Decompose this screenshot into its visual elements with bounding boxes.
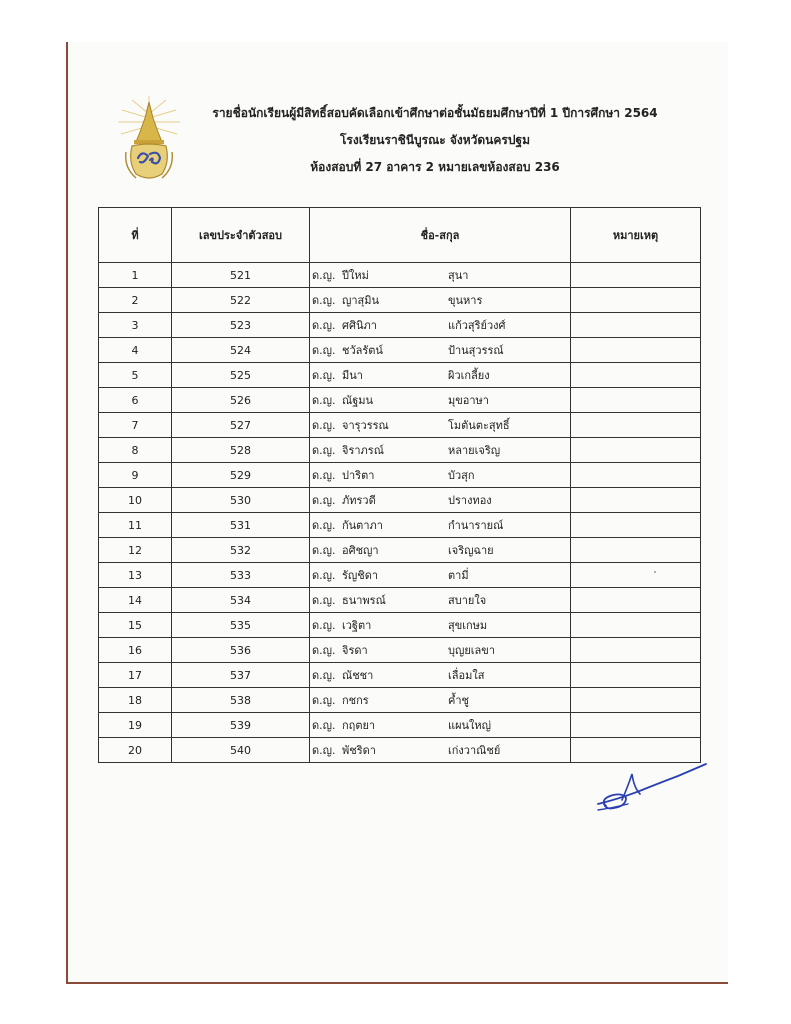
first-name: เวฐิตา <box>342 619 372 632</box>
exam-id-cell: 540 <box>172 738 310 763</box>
remark-cell <box>571 363 701 388</box>
exam-id-cell: 536 <box>172 638 310 663</box>
column-header-remark: หมายเหตุ <box>571 208 701 263</box>
school-emblem-icon <box>118 96 180 186</box>
first-name: ชวัลรัตน์ <box>342 344 383 357</box>
name-prefix: ด.ญ. <box>312 669 336 682</box>
student-name-cell <box>310 563 571 588</box>
remark-cell <box>571 388 701 413</box>
table-row <box>99 288 701 313</box>
row-number-cell: 13 <box>99 563 172 588</box>
row-number-cell: 8 <box>99 438 172 463</box>
name-prefix: ด.ญ. <box>312 594 336 607</box>
remark-cell <box>571 688 701 713</box>
first-name: จารุวรรณ <box>342 419 389 432</box>
name-prefix: ด.ญ. <box>312 694 336 707</box>
student-name-cell <box>310 638 571 663</box>
remark-cell <box>571 488 701 513</box>
row-number-cell: 17 <box>99 663 172 688</box>
table-row <box>99 363 701 388</box>
table-row <box>99 438 701 463</box>
exam-id-cell: 535 <box>172 613 310 638</box>
table-row <box>99 588 701 613</box>
table-row <box>99 413 701 438</box>
name-prefix: ด.ญ. <box>312 294 336 307</box>
row-number-cell: 10 <box>99 488 172 513</box>
table-row <box>99 638 701 663</box>
student-name-cell <box>310 738 571 763</box>
name-prefix: ด.ญ. <box>312 319 336 332</box>
last-name: ปรางทอง <box>448 494 492 507</box>
remark-cell <box>571 638 701 663</box>
name-prefix: ด.ญ. <box>312 494 336 507</box>
remark-cell <box>571 738 701 763</box>
row-number-cell: 15 <box>99 613 172 638</box>
exam-id-cell: 525 <box>172 363 310 388</box>
remark-cell <box>571 563 701 588</box>
remark-cell <box>571 513 701 538</box>
remark-cell <box>571 463 701 488</box>
student-name-cell <box>310 363 571 388</box>
first-name: ปีใหม่ <box>342 269 369 282</box>
row-number-cell: 11 <box>99 513 172 538</box>
name-prefix: ด.ญ. <box>312 269 336 282</box>
row-number-cell: 20 <box>99 738 172 763</box>
exam-room-info: ห้องสอบที่ 27 อาคาร 2 หมายเลขห้องสอบ 236 <box>310 160 560 174</box>
first-name: ภัทรวดี <box>342 494 376 507</box>
row-number-cell: 14 <box>99 588 172 613</box>
first-name: ณัฐมน <box>342 394 374 407</box>
last-name: สุนา <box>448 269 469 282</box>
name-prefix: ด.ญ. <box>312 569 336 582</box>
exam-id-cell: 526 <box>172 388 310 413</box>
table-row <box>99 713 701 738</box>
exam-id-cell: 532 <box>172 538 310 563</box>
student-name-cell <box>310 263 571 288</box>
first-name: ธนาพรณ์ <box>342 594 386 607</box>
last-name: แก้วสุริย์วงศ์ <box>448 319 506 332</box>
row-number-cell: 7 <box>99 413 172 438</box>
exam-id-cell: 531 <box>172 513 310 538</box>
exam-id-cell: 537 <box>172 663 310 688</box>
student-name-cell <box>310 413 571 438</box>
exam-id-cell: 528 <box>172 438 310 463</box>
name-prefix: ด.ญ. <box>312 544 336 557</box>
table-row <box>99 313 701 338</box>
remark-cell <box>571 313 701 338</box>
row-number-cell: 19 <box>99 713 172 738</box>
table-header-row <box>99 208 701 263</box>
first-name: ณัชชา <box>342 669 374 682</box>
exam-id-cell: 524 <box>172 338 310 363</box>
name-prefix: ด.ญ. <box>312 369 336 382</box>
student-name-cell <box>310 713 571 738</box>
last-name: เก่งวาณิชย์ <box>448 744 501 757</box>
last-name: แผนใหญ่ <box>448 719 492 732</box>
remark-cell <box>571 338 701 363</box>
remark-cell <box>571 263 701 288</box>
row-number-cell: 12 <box>99 538 172 563</box>
table-row <box>99 338 701 363</box>
first-name: จิราภรณ์ <box>342 444 384 457</box>
remark-cell <box>571 663 701 688</box>
row-number-cell: 3 <box>99 313 172 338</box>
student-roster-table <box>98 207 701 763</box>
last-name: ค้ำชู <box>448 694 470 707</box>
student-name-cell <box>310 588 571 613</box>
remark-cell <box>571 413 701 438</box>
name-prefix: ด.ญ. <box>312 619 336 632</box>
column-header-exam-id: เลขประจำตัวสอบ <box>172 208 310 263</box>
exam-id-cell: 529 <box>172 463 310 488</box>
first-name: ญาสุมิน <box>342 294 380 307</box>
first-name: จิรดา <box>342 644 368 657</box>
paper-speck <box>654 571 656 573</box>
student-name-cell <box>310 288 571 313</box>
remark-cell <box>571 438 701 463</box>
row-number-cell: 1 <box>99 263 172 288</box>
first-name: กชกร <box>342 694 369 707</box>
last-name: หลายเจริญ <box>448 444 501 457</box>
last-name: ผิวเกลี้ยง <box>448 369 490 382</box>
name-prefix: ด.ญ. <box>312 519 336 532</box>
document-title: รายชื่อนักเรียนผู้มีสิทธิ์สอบคัดเลือกเข้าศึกษาต่อชั้นมัธยมศึกษาปีที่ 1 ปีการศึกษา 2564 <box>212 106 658 120</box>
table-row <box>99 388 701 413</box>
first-name: มีนา <box>342 369 363 382</box>
first-name: ศศินิภา <box>342 319 377 332</box>
table-row <box>99 563 701 588</box>
row-number-cell: 6 <box>99 388 172 413</box>
column-header-name: ชื่อ-สกุล <box>310 208 571 263</box>
remark-cell <box>571 713 701 738</box>
remark-cell <box>571 538 701 563</box>
name-prefix: ด.ญ. <box>312 394 336 407</box>
table-row <box>99 663 701 688</box>
student-name-cell <box>310 488 571 513</box>
last-name: กำนารายณ์ <box>448 519 504 532</box>
row-number-cell: 5 <box>99 363 172 388</box>
last-name: บุญยเลขา <box>448 644 495 657</box>
row-number-cell: 2 <box>99 288 172 313</box>
last-name: เลื่อมใส <box>448 669 485 682</box>
first-name: กันตาภา <box>342 519 383 532</box>
remark-cell <box>571 288 701 313</box>
student-name-cell <box>310 663 571 688</box>
exam-id-cell: 534 <box>172 588 310 613</box>
exam-id-cell: 539 <box>172 713 310 738</box>
table-row <box>99 513 701 538</box>
remark-cell <box>571 613 701 638</box>
row-number-cell: 16 <box>99 638 172 663</box>
table-row <box>99 738 701 763</box>
last-name: ตามี่ <box>448 569 469 582</box>
first-name: กฤตยา <box>342 719 376 732</box>
table-body <box>99 263 701 763</box>
table-row <box>99 488 701 513</box>
name-prefix: ด.ญ. <box>312 644 336 657</box>
student-name-cell <box>310 313 571 338</box>
exam-id-cell: 538 <box>172 688 310 713</box>
student-name-cell <box>310 613 571 638</box>
name-prefix: ด.ญ. <box>312 744 336 757</box>
table-row <box>99 688 701 713</box>
row-number-cell: 9 <box>99 463 172 488</box>
student-name-cell <box>310 538 571 563</box>
exam-id-cell: 521 <box>172 263 310 288</box>
last-name: ป้านสุวรรณ์ <box>448 344 504 357</box>
name-prefix: ด.ญ. <box>312 344 336 357</box>
student-name-cell <box>310 338 571 363</box>
exam-id-cell: 523 <box>172 313 310 338</box>
first-name: ปาริตา <box>342 469 375 482</box>
exam-id-cell: 527 <box>172 413 310 438</box>
table-row <box>99 613 701 638</box>
last-name: มุขอาษา <box>448 394 489 407</box>
last-name: สุขเกษม <box>448 619 488 632</box>
exam-id-cell: 522 <box>172 288 310 313</box>
first-name: รัญชิดา <box>342 569 379 582</box>
student-name-cell <box>310 438 571 463</box>
first-name: อศิชญา <box>342 544 379 557</box>
handwritten-signature-icon <box>592 760 712 820</box>
name-prefix: ด.ญ. <box>312 419 336 432</box>
column-header-number: ที่ <box>99 208 172 263</box>
name-prefix: ด.ญ. <box>312 719 336 732</box>
student-name-cell <box>310 513 571 538</box>
student-name-cell <box>310 463 571 488</box>
name-prefix: ด.ญ. <box>312 444 336 457</box>
remark-cell <box>571 588 701 613</box>
student-name-cell <box>310 688 571 713</box>
last-name: บัวสุก <box>448 469 475 482</box>
table-row <box>99 263 701 288</box>
table-row <box>99 538 701 563</box>
table-row <box>99 463 701 488</box>
name-prefix: ด.ญ. <box>312 469 336 482</box>
last-name: ขุนหาร <box>448 294 483 307</box>
last-name: เจริญฉาย <box>448 544 494 557</box>
row-number-cell: 4 <box>99 338 172 363</box>
school-name: โรงเรียนราชินีบูรณะ จังหวัดนครปฐม <box>339 133 531 147</box>
student-name-cell <box>310 388 571 413</box>
last-name: โมตันตะสุทธิ์ <box>448 419 510 432</box>
row-number-cell: 18 <box>99 688 172 713</box>
exam-id-cell: 530 <box>172 488 310 513</box>
first-name: พัชริดา <box>342 744 376 757</box>
exam-id-cell: 533 <box>172 563 310 588</box>
last-name: สบายใจ <box>448 594 487 607</box>
